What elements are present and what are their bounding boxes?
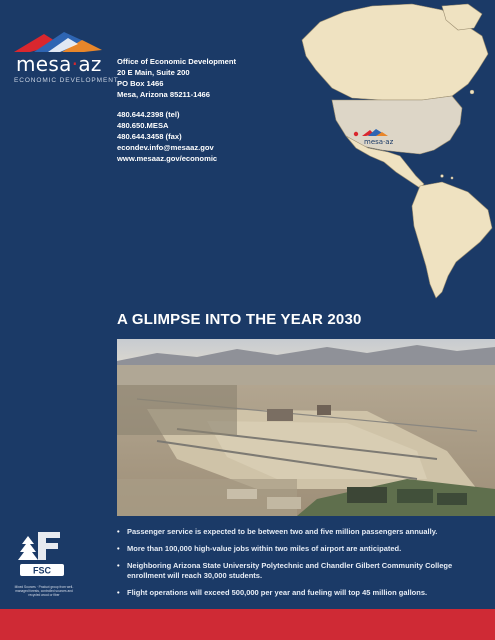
logo-word-left: mesa (16, 52, 72, 76)
contact-block (117, 56, 297, 164)
street-address: 20 E Main, Suite 200 (117, 68, 190, 77)
americas-map (292, 0, 495, 300)
fsc-logo-text: FSC (33, 565, 51, 576)
highlight-item: • Neighboring Arizona State University Polytechnic and Chandler Gilbert Community College enrollment will reach 30,000 students. (117, 561, 492, 581)
highlight-item: • Flight operations will exceed 500,000 per year and fueling will top 45 million gallons. (117, 588, 492, 598)
office-name: Office of Economic Development (117, 57, 236, 66)
highlight-item: • More than 100,000 high-value jobs within two miles of airport are anticipated. (117, 544, 492, 554)
south-america (412, 182, 492, 298)
map-marker-label: mesa·az (364, 138, 394, 146)
fax-number: 480.644.3458 (fax) (117, 132, 182, 141)
logo-rooftop-mark (12, 28, 112, 54)
highlight-item: • Passenger service is expected to be between two and five million passengers annually. (117, 527, 492, 537)
highlights-list (117, 527, 492, 605)
phone-number: 480.644.2398 (tel) (117, 110, 180, 119)
logo-word-dot: · (71, 52, 79, 76)
website-url[interactable]: www.mesaaz.gov/economic (117, 154, 218, 163)
logo-tagline: ECONOMIC DEVELOPMENT (14, 77, 119, 84)
map-marker-dot (354, 132, 358, 136)
fsc-certification-logo (14, 530, 74, 582)
logo-word-right: az (78, 52, 102, 76)
aerial-airport-photo (117, 339, 495, 516)
fsc-fine-print: Mixed Sources · Product group from well-managed forests, controlled sources and recycled wood or fiber (14, 585, 74, 597)
logo-wordmark (16, 54, 116, 74)
usa-region (332, 96, 462, 154)
bottom-red-band (0, 609, 495, 640)
phone-vanity: 480.650.MESA (117, 121, 169, 130)
page-headline: A GLIMPSE INTO THE YEAR 2030 (117, 311, 362, 328)
city-state-zip: Mesa, Arizona 85211-1466 (117, 90, 211, 99)
po-box: PO Box 1466 (117, 79, 164, 88)
email-address[interactable]: econdev.info@mesaaz.gov (117, 143, 214, 152)
